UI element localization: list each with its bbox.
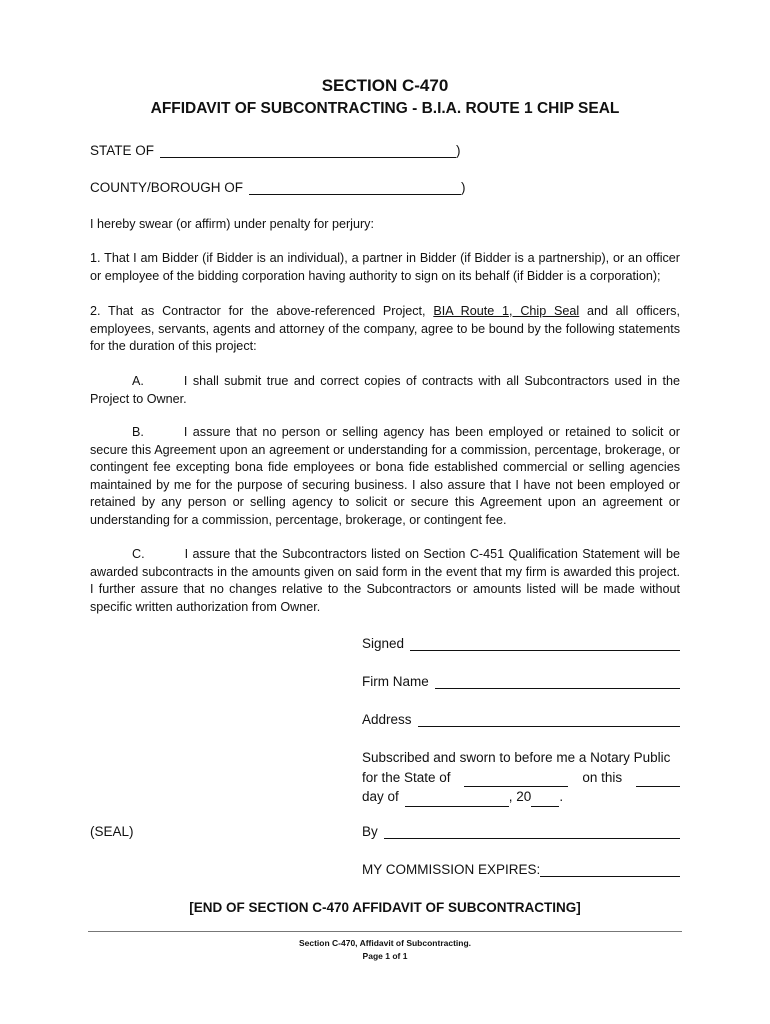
- by-label: By: [362, 824, 378, 839]
- firm-name-blank[interactable]: [435, 674, 680, 689]
- paragraph-1: 1. That I am Bidder (if Bidder is an individual), a partner in Bidder (if Bidder is a partnership), or an officer or employee of the bidding corporation having authority to sign on its behalf (if Bidder is a corporation);: [90, 251, 680, 283]
- project-name: BIA Route 1, Chip Seal: [433, 304, 580, 318]
- state-of-row: [90, 143, 461, 158]
- notary-period: .: [559, 789, 564, 804]
- end-of-section: [END OF SECTION C-470 AFFIDAVIT OF SUBCONTRACTING]: [189, 900, 581, 915]
- notary-line-1: Subscribed and sworn to before me a Notary Public: [362, 750, 671, 765]
- clause-a-label: A.: [132, 374, 144, 388]
- paragraph-2-intro: 2. That as Contractor for the above-referenced Project,: [90, 304, 434, 318]
- paragraph-2-rest: and all officers, employees, servants, agents and attorney of the company, agree to be bound by the following statements for the duration of this project:: [90, 304, 680, 354]
- notary-state-blank[interactable]: [464, 772, 568, 787]
- notary-line-2: [362, 768, 680, 788]
- oath-statement: I hereby swear (or affirm) under penalty for perjury:: [90, 217, 374, 231]
- firm-name-label: Firm Name: [362, 674, 429, 689]
- seal-label: (SEAL): [90, 824, 134, 839]
- notary-date-blank[interactable]: [636, 772, 680, 787]
- county-borough-label: COUNTY/BOROUGH OF: [90, 180, 244, 195]
- clause-c: [90, 546, 680, 616]
- paragraph-2: [90, 303, 680, 356]
- notary-line-3: [362, 787, 680, 807]
- commission-label: MY COMMISSION EXPIRES:: [362, 862, 541, 877]
- by-row: [362, 824, 680, 839]
- clause-c-text: I assure that the Subcontractors listed on Section C-451 Qualification Statement will be awarded subcontracts in the amounts given on said form in the event that my firm is awarded this project. I further assure that no changes relative to the Subcontractors or amounts listed will be made without specific written authorization from Owner.: [90, 547, 680, 614]
- commission-blank[interactable]: [540, 862, 680, 877]
- address-blank[interactable]: [418, 712, 680, 727]
- commission-row: [362, 862, 680, 877]
- signed-label: Signed: [362, 636, 405, 651]
- clause-b-label: B.: [132, 425, 144, 439]
- county-borough-row: [90, 180, 466, 195]
- address-row: [362, 712, 680, 727]
- clause-c-label: C.: [132, 547, 145, 561]
- county-borough-blank[interactable]: [249, 180, 461, 195]
- clause-a: [90, 373, 680, 408]
- notary-year-prefix: , 20: [508, 789, 532, 804]
- notary-month-blank[interactable]: [405, 792, 509, 807]
- by-blank[interactable]: [384, 824, 680, 839]
- notary-state-label: for the State of: [362, 769, 451, 785]
- signed-blank[interactable]: [410, 636, 680, 651]
- clause-a-text: I shall submit true and correct copies of contracts with all Subcontractors used in the Project to Owner.: [90, 374, 680, 406]
- document-title: AFFIDAVIT OF SUBCONTRACTING - B.I.A. ROUTE 1 CHIP SEAL: [150, 100, 620, 117]
- footer-divider: [88, 931, 682, 932]
- address-label: Address: [362, 712, 412, 727]
- footer-page-number: Page 1 of 1: [362, 951, 408, 961]
- state-of-paren: ): [456, 143, 461, 158]
- notary-day-of-label: day of: [362, 789, 399, 804]
- state-of-blank[interactable]: [160, 143, 456, 158]
- footer-section-name: Section C-470, Affidavit of Subcontracting.: [298, 938, 472, 948]
- section-title: SECTION C-470: [321, 76, 449, 95]
- county-borough-paren: ): [461, 180, 466, 195]
- notary-on-this-label: on this: [582, 769, 623, 785]
- signed-row: [362, 636, 680, 651]
- state-of-label: STATE OF: [90, 143, 154, 158]
- clause-b: [90, 424, 680, 530]
- firm-name-row: [362, 674, 680, 689]
- notary-block: [362, 748, 680, 807]
- notary-year-blank[interactable]: [531, 792, 559, 807]
- clause-b-text: I assure that no person or selling agency has been employed or retained to solicit or secure this Agreement upon an agreement or understanding for a commission, percentage, brokerage, or contingent fee excepting bona fide employees or bona fide established commercial or selling agencies maintained by me for the purpose of securing business. I also assure that I have not been employed or retained by any person or selling agency to solicit or secure this Agreement upon an agreement or understanding for a commission, percentage, brokerage, or contingent fee.: [90, 425, 680, 527]
